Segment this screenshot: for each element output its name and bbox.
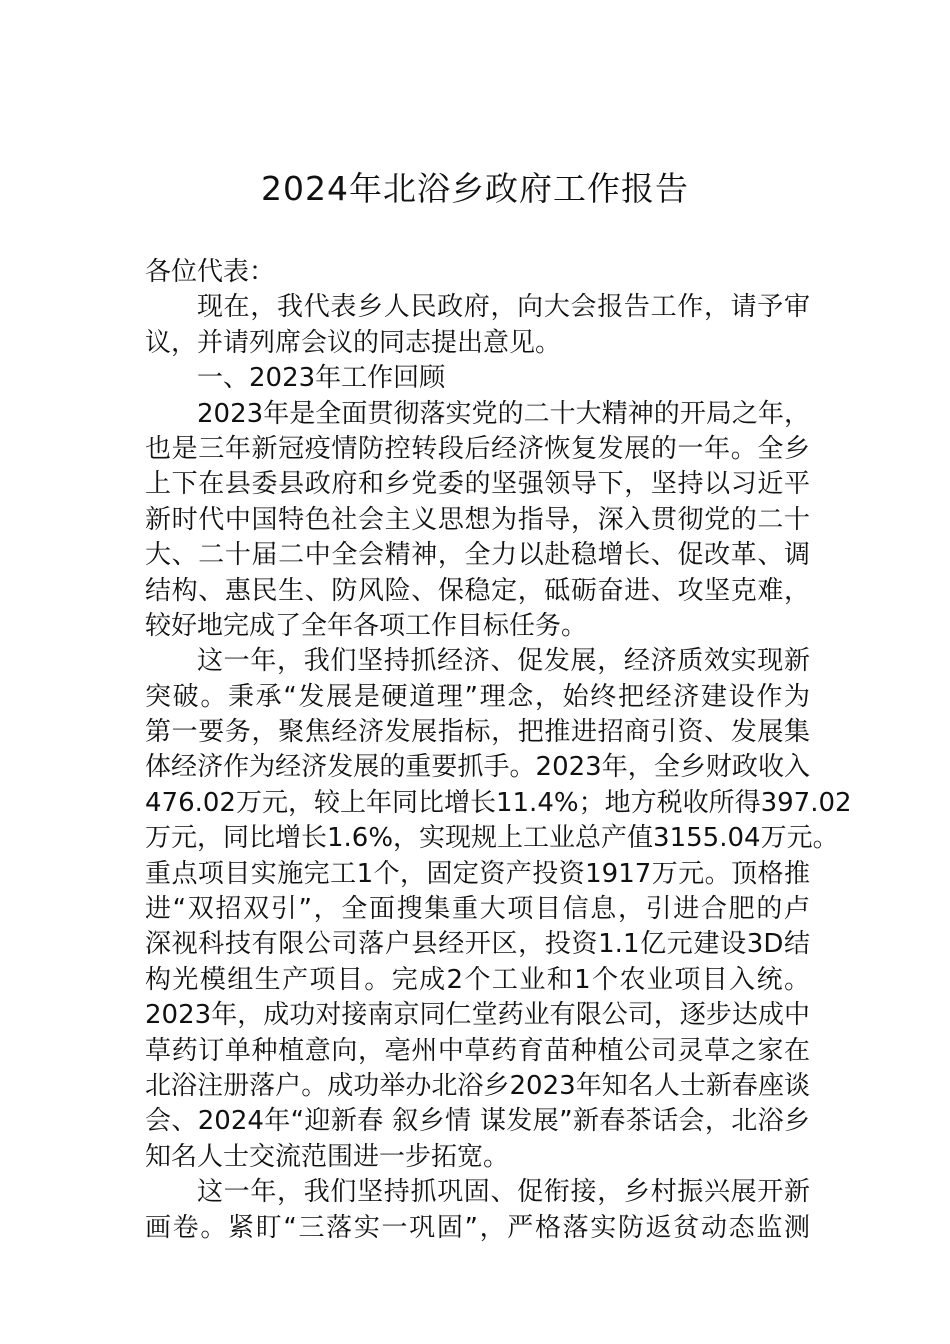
body-line: 新时代中国特色社会主义思想为指导，深入贯彻党的二十	[145, 504, 810, 535]
section-heading: 一、2023年工作回顾	[197, 363, 446, 394]
body-line: 知名人士交流范围进一步拓宽。	[145, 1141, 510, 1172]
body-line: 这一年，我们坚持抓巩固、促衔接，乡村振兴展开新	[197, 1177, 810, 1208]
body-line: 现在，我代表乡人民政府，向大会报告工作，请予审	[197, 292, 810, 323]
body-line: 北浴注册落户。成功举办北浴乡2023年知名人士新春座谈	[145, 1070, 810, 1101]
body-line: 上下在县委县政府和乡党委的坚强领导下，坚持以习近平	[145, 469, 810, 500]
body-line: 深视科技有限公司落户县经开区，投资1.1亿元建设3D结	[145, 929, 810, 960]
body-line: 结构、惠民生、防风险、保稳定，砥砺奋进、攻坚克难，	[145, 575, 810, 606]
body-line: 构光模组生产项目。完成2个工业和1个农业项目入统。	[145, 964, 810, 995]
body-line: 大、二十届二中全会精神，全力以赴稳增长、促改革、调	[145, 540, 810, 571]
body-line: 较好地完成了全年各项工作目标任务。	[145, 610, 588, 641]
document-title: 2024年北浴乡政府工作报告	[261, 169, 689, 208]
body-line: 进“双招双引”，全面搜集重大项目信息，引进合肥的卢	[145, 894, 810, 925]
body-line: 会、2024年“迎新春 叙乡情 谋发展”新春茶话会，北浴乡	[145, 1106, 810, 1137]
body-line: 体经济作为经济发展的重要抓手。2023年，全乡财政收入	[145, 752, 810, 783]
body-line: 草药订单种植意向，亳州中草药育苗种植公司灵草之家在	[145, 1035, 810, 1066]
body-line: 万元，同比增长1.6%，实现规上工业总产值3155.04万元。	[145, 823, 839, 854]
salutation: 各位代表：	[145, 257, 276, 287]
body-line: 议，并请列席会议的同志提出意见。	[145, 327, 562, 358]
body-line: 476.02万元，较上年同比增长11.4%；地方税收所得397.02	[145, 787, 852, 818]
body-line: 这一年，我们坚持抓经济、促发展，经济质效实现新	[197, 646, 810, 677]
body-line: 第一要务，聚焦经济发展指标，把推进招商引资、发展集	[145, 717, 810, 748]
body-line: 2023年是全面贯彻落实党的二十大精神的开局之年，	[197, 398, 810, 429]
body-line: 画卷。紧盯“三落实一巩固”，严格落实防返贫动态监测	[145, 1212, 810, 1243]
document-body	[145, 255, 852, 1246]
body-line: 突破。秉承“发展是硬道理”理念，始终把经济建设作为	[145, 681, 810, 712]
body-line: 重点项目实施完工1个，固定资产投资1917万元。顶格推	[145, 858, 810, 889]
body-line: 2023年，成功对接南京同仁堂药业有限公司，逐步达成中	[145, 1000, 810, 1031]
body-line: 也是三年新冠疫情防控转段后经济恢复发展的一年。全乡	[145, 433, 810, 464]
